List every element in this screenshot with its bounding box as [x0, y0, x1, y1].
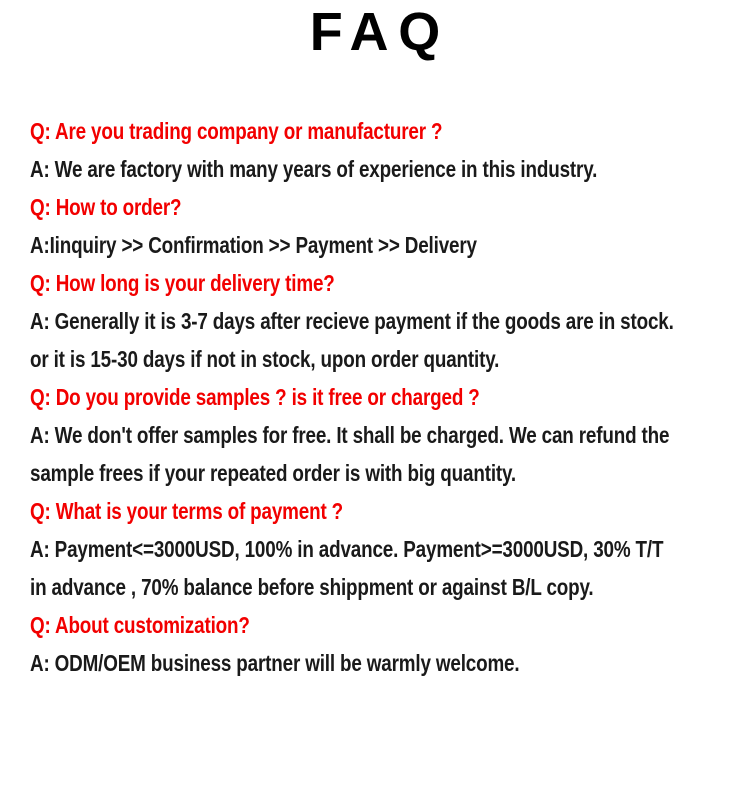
page-title: FAQ	[309, 2, 450, 62]
faq-answer-line: A: Payment<=3000USD, 100% in advance. Payment>=3000USD, 30% T/T	[30, 536, 664, 562]
faq-item	[30, 378, 750, 492]
faq-question: Q: How long is your delivery time?	[30, 270, 335, 296]
faq-answer-line: A:Iinquiry >> Confirmation >> Payment >> Delivery	[30, 232, 477, 258]
faq-answer-line: sample frees if your repeated order is with big quantity.	[30, 460, 517, 486]
faq-question: Q: Are you trading company or manufacturer ?	[30, 118, 443, 144]
faq-item	[30, 492, 750, 606]
faq-answer-line: A: ODM/OEM business partner will be warmly welcome.	[30, 650, 520, 676]
faq-item	[30, 188, 750, 264]
faq-answer-line: or it is 15-30 days if not in stock, upon order quantity.	[30, 346, 500, 372]
faq-item	[30, 264, 750, 378]
faq-question: Q: Do you provide samples ? is it free or charged ?	[30, 384, 480, 410]
faq-question: Q: What is your terms of payment ?	[30, 498, 343, 524]
faq-answer-line: in advance , 70% balance before shippment or against B/L copy.	[30, 574, 594, 600]
faq-list	[30, 112, 750, 682]
faq-answer-line: A: We are factory with many years of experience in this industry.	[30, 156, 598, 182]
faq-answer-line: A: We don't offer samples for free. It shall be charged. We can refund the	[30, 422, 670, 448]
faq-question: Q: How to order?	[30, 194, 182, 220]
faq-item	[30, 606, 750, 682]
faq-item	[30, 112, 750, 188]
faq-answer-line: A: Generally it is 3-7 days after recieve payment if the goods are in stock.	[30, 308, 674, 334]
faq-question: Q: About customization?	[30, 612, 250, 638]
